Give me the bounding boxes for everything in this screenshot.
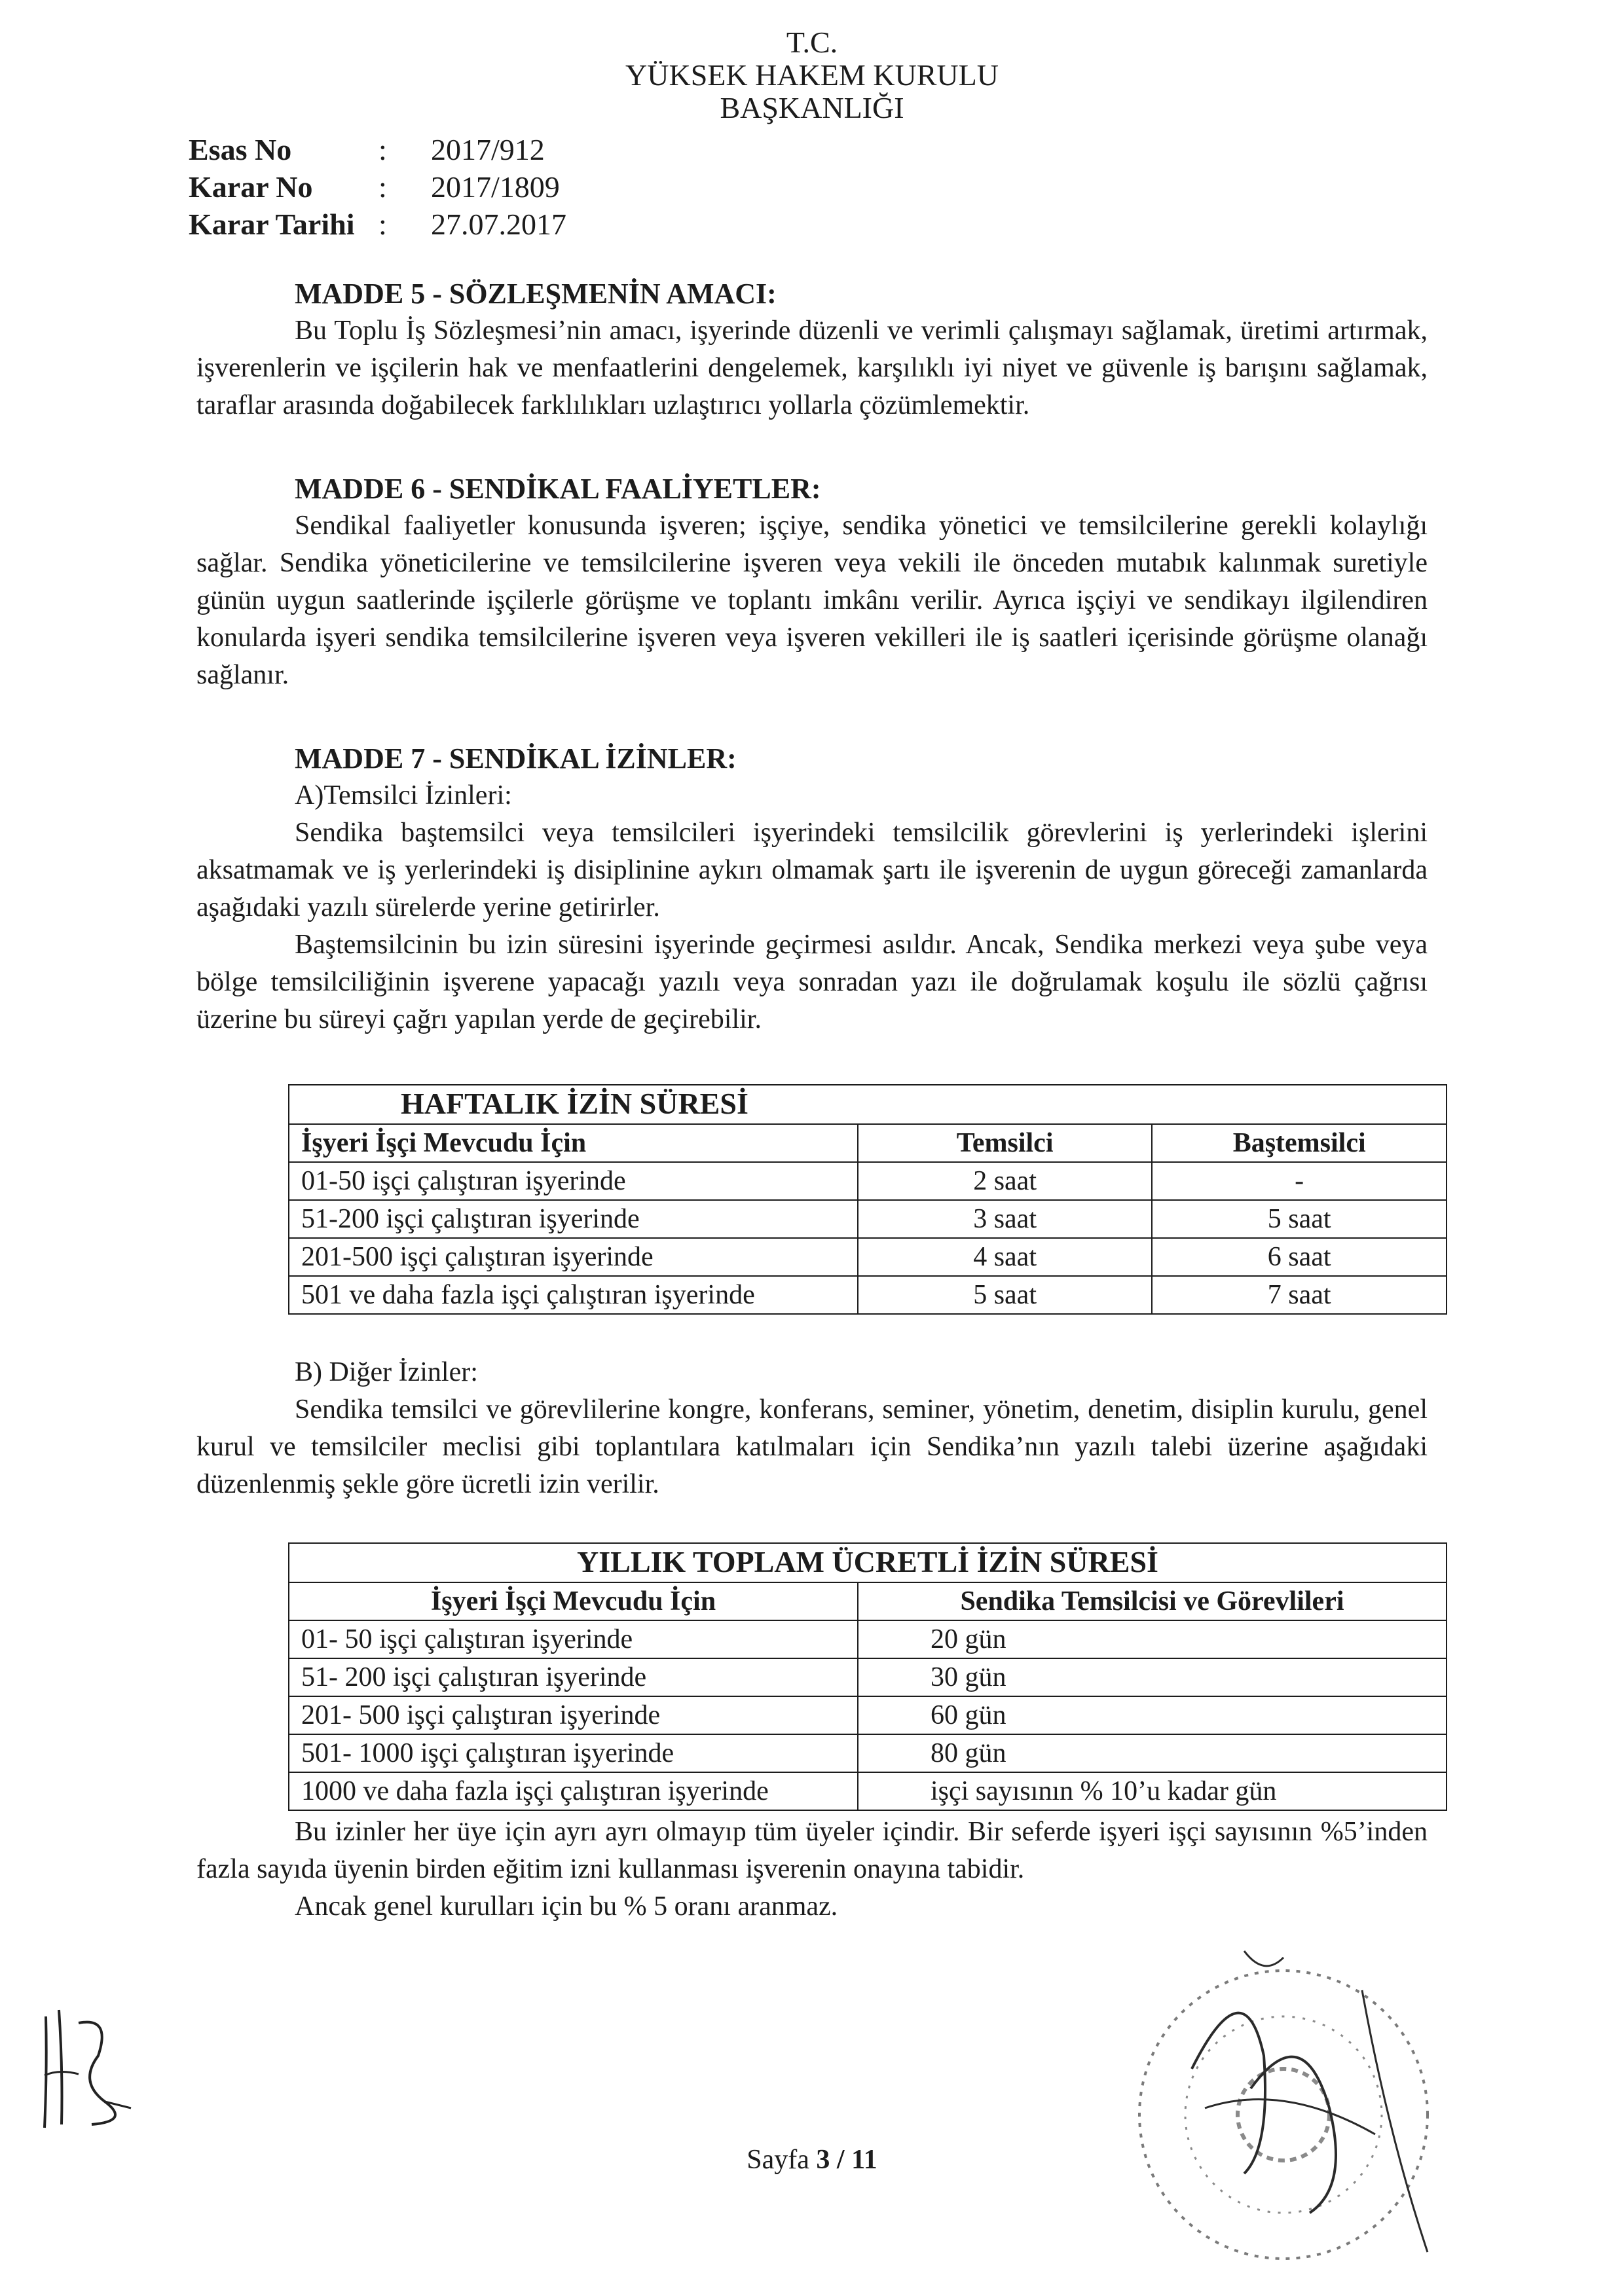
table-header: Temsilci bbox=[858, 1124, 1153, 1162]
table-row bbox=[289, 1772, 1447, 1810]
meta-label: Karar Tarihi bbox=[189, 208, 355, 241]
madde7-sub-b: B) Diğer İzinler: bbox=[295, 1357, 478, 1387]
meta-row-tarih bbox=[189, 206, 566, 243]
table-cell: 6 saat bbox=[1152, 1238, 1447, 1276]
meta-value: 27.07.2017 bbox=[431, 208, 566, 241]
table-row bbox=[289, 1162, 1447, 1200]
page-footer bbox=[0, 2144, 1624, 2176]
table-caption-text: YILLIK TOPLAM ÜCRETLİ İZİN SÜRESİ bbox=[577, 1545, 1158, 1578]
madde7-para-b1: Sendika temsilci ve görevlilerine kongre, konferans, seminer, yönetim, denetim, disiplin kurulu, genel kurul ve temsilciler meclisi gibi toplantılara katılmaları için Sendika’nın yazılı talebi üzerine aşağıdaki düzenlenmiş şekle göre ücretli izin verilir. bbox=[196, 1394, 1428, 1499]
table-row bbox=[289, 1200, 1447, 1238]
table-cell: 2 saat bbox=[858, 1162, 1153, 1200]
table-cell: 5 saat bbox=[1152, 1200, 1447, 1238]
table-cell: 501 ve daha fazla işçi çalıştıran işyerinde bbox=[289, 1276, 858, 1314]
table-cell: 4 saat bbox=[858, 1238, 1153, 1276]
madde7-para-a1: Sendika baştemsilci veya temsilcileri işyerindeki temsilcilik görevlerini iş yerlerindeki işlerini aksatmamak ve iş yerlerindeki iş disiplinine aykırı olmamak şartı ile işverenin de uygun göreceği zamanlarda aşağıdaki yazılı sürelerde yerine getirirler. bbox=[196, 818, 1428, 922]
table-row bbox=[289, 1238, 1447, 1276]
meta-value: 2017/912 bbox=[431, 133, 545, 166]
table-header-row bbox=[289, 1582, 1447, 1620]
meta-colon: : bbox=[378, 170, 387, 204]
page-current: 3 bbox=[816, 2145, 830, 2175]
madde6-title: MADDE 6 - SENDİKAL FAALİYETLER: bbox=[295, 473, 821, 505]
meta-row-esas bbox=[189, 131, 566, 168]
meta-label: Karar No bbox=[189, 170, 313, 204]
meta-colon: : bbox=[378, 208, 387, 241]
meta-label: Esas No bbox=[189, 133, 292, 166]
table-cell: 51- 200 işçi çalıştıran işyerinde bbox=[289, 1658, 858, 1696]
madde5-title: MADDE 5 - SÖZLEŞMENİN AMACI: bbox=[295, 278, 777, 310]
header bbox=[0, 26, 1624, 124]
weekly-leave-table bbox=[288, 1084, 1447, 1315]
handwritten-initials-signature bbox=[39, 2003, 144, 2134]
table-cell: 51-200 işçi çalıştıran işyerinde bbox=[289, 1200, 858, 1238]
table-caption-row bbox=[289, 1085, 1447, 1124]
table-cell: 501- 1000 işçi çalıştıran işyerinde bbox=[289, 1734, 858, 1772]
table-caption-row bbox=[289, 1543, 1447, 1582]
table-cell: 01-50 işçi çalıştıran işyerinde bbox=[289, 1162, 858, 1200]
madde6-text: Sendikal faaliyetler konusunda işveren; işçiye, sendika yönetici ve temsilcilerine gerekli kolaylığı sağlar. Sendika yöneticilerine ve temsilcilerine işveren veya vekili ile önceden mutabık kalınmak suretiyle günün uygun saatlerinde işçilerle görüşme ve toplantı imkânı verilir. Ayrıca işçiyi ve sendikayı ilgilendiren konularda işyeri sendika temsilcilerine işveren veya işveren vekilleri ile iş saatleri içerisinde görüşme olanağı sağlanır. bbox=[196, 511, 1428, 690]
table-cell: 80 gün bbox=[858, 1734, 1447, 1772]
table-cell: - bbox=[1152, 1162, 1447, 1200]
table-cell: 201- 500 işçi çalıştıran işyerinde bbox=[289, 1696, 858, 1734]
official-seal-stamp bbox=[1113, 1938, 1454, 2278]
madde7-para-c1: Bu izinler her üye için ayrı ayrı olmayıp tüm üyeler içindir. Bir seferde işyeri işçi sayısının %5’inden fazla sayıda üyenin birden eğitim izni kullanması işverenin onayına tabidir. bbox=[196, 1817, 1428, 1884]
table-caption bbox=[289, 1085, 1447, 1124]
madde7-title: MADDE 7 - SENDİKAL İZİNLER: bbox=[295, 742, 737, 774]
table-cell: 3 saat bbox=[858, 1200, 1153, 1238]
table-row bbox=[289, 1696, 1447, 1734]
table-cell: 7 saat bbox=[1152, 1276, 1447, 1314]
madde7-para-a2: Baştemsilcinin bu izin süresini işyerinde geçirmesi asıldır. Ancak, Sendika merkezi veya şube veya bölge temsilciliğinin işverene yapacağı yazılı veya sonradan yazı ile doğrulamak koşulu ile sözlü çağrısı üzerine bu süreyi çağrı yapılan yerde de geçirebilir. bbox=[196, 930, 1428, 1034]
decision-meta bbox=[189, 131, 566, 243]
header-line2: YÜKSEK HAKEM KURULU bbox=[625, 58, 999, 92]
table-row bbox=[289, 1620, 1447, 1658]
table-cell: 5 saat bbox=[858, 1276, 1153, 1314]
table-header: Sendika Temsilcisi ve Görevlileri bbox=[858, 1582, 1447, 1620]
table-row bbox=[289, 1658, 1447, 1696]
table-cell: 30 gün bbox=[858, 1658, 1447, 1696]
table-row bbox=[289, 1734, 1447, 1772]
page-total: 11 bbox=[851, 2145, 877, 2175]
table-header: İşyeri İşçi Mevcudu İçin bbox=[289, 1582, 858, 1620]
document-body bbox=[196, 275, 1428, 1925]
madde7-sub-a: A)Temsilci İzinleri: bbox=[295, 780, 512, 811]
meta-colon: : bbox=[378, 133, 387, 166]
header-line3: BAŞKANLIĞI bbox=[720, 91, 904, 124]
table-header-row bbox=[289, 1124, 1447, 1162]
table-header: İşyeri İşçi Mevcudu İçin bbox=[289, 1124, 858, 1162]
table-row bbox=[289, 1276, 1447, 1314]
page-label: Sayfa bbox=[747, 2145, 809, 2175]
table-caption-text: HAFTALIK İZİN SÜRESİ bbox=[401, 1087, 748, 1120]
table-caption bbox=[289, 1543, 1447, 1582]
header-line1: T.C. bbox=[786, 26, 838, 59]
table-cell: 201-500 işçi çalıştıran işyerinde bbox=[289, 1238, 858, 1276]
annual-leave-table bbox=[288, 1542, 1447, 1811]
table-cell: 60 gün bbox=[858, 1696, 1447, 1734]
madde7-para-c2: Ancak genel kurulları için bu % 5 oranı aranmaz. bbox=[295, 1891, 838, 1922]
table-cell: 1000 ve daha fazla işçi çalıştıran işyerinde bbox=[289, 1772, 858, 1810]
table-cell: 01- 50 işçi çalıştıran işyerinde bbox=[289, 1620, 858, 1658]
page-separator: / bbox=[836, 2145, 845, 2175]
table-cell: 20 gün bbox=[858, 1620, 1447, 1658]
meta-value: 2017/1809 bbox=[431, 170, 560, 204]
table-header: Baştemsilci bbox=[1152, 1124, 1447, 1162]
madde5-text: Bu Toplu İş Sözleşmesi’nin amacı, işyerinde düzenli ve verimli çalışmayı sağlamak, üretimi artırmak, işverenlerin ve işçilerin hak ve menfaatlerini dengelemek, karşılıklı iyi niyet ve güvenle iş barışını sağlamak, taraflar arasında doğabilecek farklılıkları uzlaştırıcı yollarla çözümlemektir. bbox=[196, 316, 1428, 420]
table-cell: işçi sayısının % 10’u kadar gün bbox=[858, 1772, 1447, 1810]
meta-row-karar bbox=[189, 168, 566, 206]
